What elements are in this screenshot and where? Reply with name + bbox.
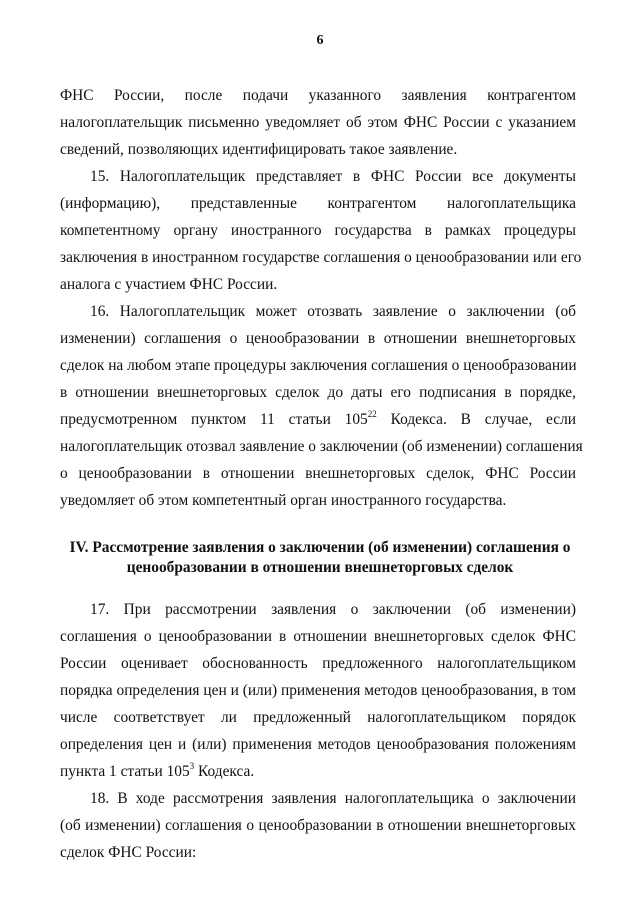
paragraph-16-line: в отношении внешнеторговых сделок до даты его подписания в порядке, [60,384,576,401]
paragraph-16-line [60,410,576,430]
paragraph-16-line: 16. Налогоплательщик может отозвать заявление о заключении (об [90,303,576,320]
paragraph-16-line: налогоплательщик отозвал заявление о заключении (об изменении) соглашения [60,438,583,455]
paragraph-15-line: компетентному органу иностранного государства в рамках процедуры [60,222,576,239]
text-line: сведений, позволяющих идентифицировать такое заявление. [60,141,458,158]
superscript: 3 [189,761,195,771]
paragraph-18-line: (об изменении) соглашения о ценообразовании в отношении внешнеторговых [60,817,576,834]
paragraph-17-line: соглашения о ценообразовании в отношении внешнеторговых сделок ФНС [60,628,576,645]
section-heading: IV. Рассмотрение заявления о заключении (об изменении) соглашения о [69,539,571,556]
paragraph-17-line: числе соответствует ли предложенный налогоплательщиком порядок [60,709,576,726]
paragraph-17-line: России оценивает обоснованность предложенного налогоплательщиком [60,655,576,672]
line-text: Кодекса. [194,763,255,780]
paragraph-17-line [60,762,576,782]
section-heading: ценообразовании в отношении внешнеторговых сделок [126,559,514,576]
paragraph-15-line: аналога с участием ФНС России. [60,276,278,293]
page-number: 6 [316,33,324,48]
paragraph-15-line: заключения в иностранном государстве соглашения о ценообразовании или его [60,249,582,266]
paragraph-16-line: изменении) соглашения о ценообразовании в отношении внешнеторговых [60,330,576,347]
paragraph-18-line: 18. В ходе рассмотрения заявления налогоплательщика о заключении [90,790,576,807]
line-text: пункта 1 статьи 105 [60,763,190,780]
paragraph-16-line: о ценообразовании в отношении внешнеторговых сделок, ФНС России [60,465,576,482]
paragraph-17-line: порядка определения цен и (или) применения методов ценообразования, в том [60,682,576,699]
paragraph-17-line: определения цен и (или) применения методов ценообразования положениям [60,736,576,753]
text-line: налогоплательщик письменно уведомляет об этом ФНС России с указанием [60,114,576,131]
text-line: ФНС России, после подачи указанного заявления контрагентом [60,87,576,104]
paragraph-15-line: (информацию), представленные контрагентом налогоплательщика [60,195,576,212]
line-text: Кодекса. В случае, если [376,411,577,428]
superscript: 22 [367,409,377,419]
line-text: предусмотренном пунктом 11 статьи 105 [60,411,368,428]
paragraph-18-line: сделок ФНС России: [60,844,197,861]
paragraph-16-line: сделок на любом этапе процедуры заключения соглашения о ценообразовании [60,357,577,374]
paragraph-16-line: уведомляет об этом компетентный орган иностранного государства. [60,492,507,509]
paragraph-17-line: 17. При рассмотрении заявления о заключении (об изменении) [90,601,576,618]
paragraph-15-line: 15. Налогоплательщик представляет в ФНС России все документы [90,168,576,185]
